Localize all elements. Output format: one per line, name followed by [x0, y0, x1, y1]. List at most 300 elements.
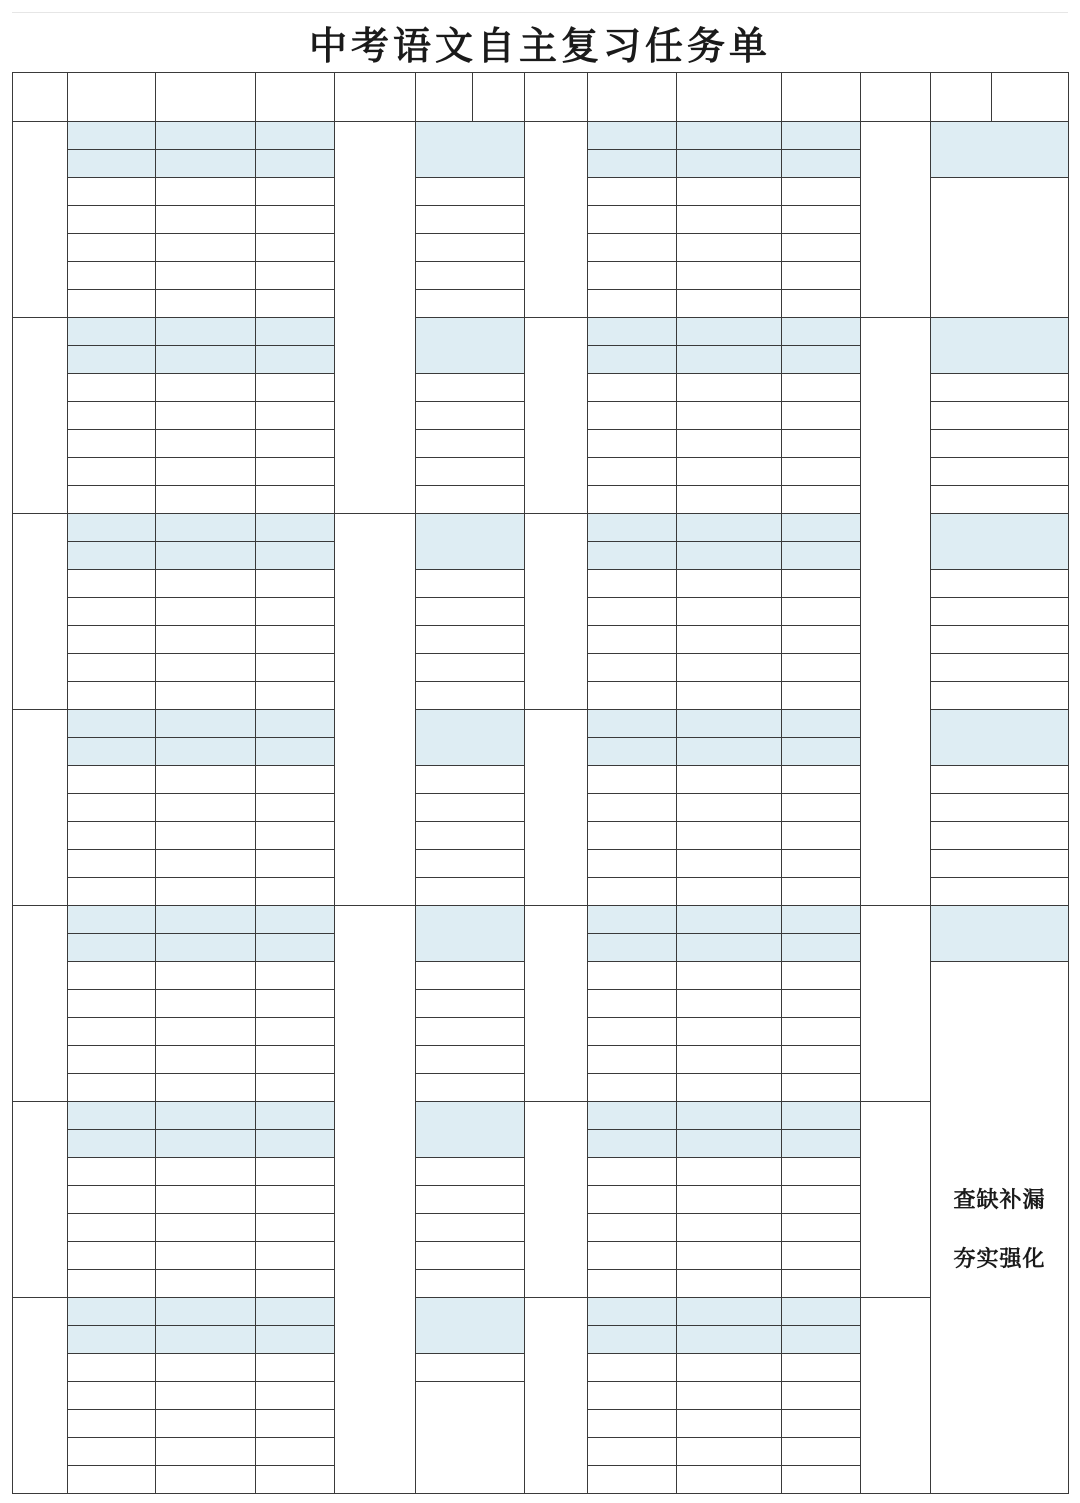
- classical-words: [415, 961, 525, 990]
- countdown-cell: [587, 1465, 677, 1494]
- schedule-table: [12, 72, 1068, 1492]
- countdown-cell: [67, 1073, 156, 1102]
- countdown-cell: [587, 1381, 677, 1410]
- countdown-cell: [67, 765, 156, 794]
- countdown-cell: [587, 177, 677, 206]
- date-cell: [676, 1409, 782, 1438]
- weekday-cell: [255, 709, 335, 738]
- week-number: [524, 317, 588, 514]
- date-cell: [676, 737, 782, 766]
- weekday-cell: [255, 961, 335, 990]
- countdown-cell: [587, 849, 677, 878]
- review-note-line: 夯实强化: [953, 1246, 1046, 1272]
- weekday-cell: [255, 933, 335, 962]
- book-title: [415, 905, 525, 962]
- weekday-cell: [781, 373, 861, 402]
- countdown-cell: [67, 541, 156, 570]
- date-cell: [676, 233, 782, 262]
- weekday-cell: [781, 569, 861, 598]
- date-cell: [155, 625, 256, 654]
- blank-cell: [415, 1381, 525, 1494]
- column-header: [587, 72, 677, 122]
- classical-words: [415, 261, 525, 290]
- classical-words: [415, 849, 525, 878]
- countdown-cell: [587, 1213, 677, 1242]
- weekday-cell: [781, 1241, 861, 1270]
- date-cell: [155, 821, 256, 850]
- countdown-cell: [67, 653, 156, 682]
- weekday-cell: [781, 737, 861, 766]
- weekday-cell: [255, 1073, 335, 1102]
- date-cell: [676, 1213, 782, 1242]
- date-cell: [155, 1101, 256, 1130]
- date-cell: [676, 653, 782, 682]
- date-cell: [676, 429, 782, 458]
- weekday-cell: [781, 233, 861, 262]
- date-cell: [676, 905, 782, 934]
- week-number: [524, 905, 588, 1102]
- weekday-cell: [255, 457, 335, 486]
- date-cell: [155, 709, 256, 738]
- date-cell: [155, 261, 256, 290]
- date-cell: [155, 457, 256, 486]
- countdown-cell: [67, 625, 156, 654]
- weekday-cell: [781, 653, 861, 682]
- classical-words: [415, 289, 525, 318]
- book-title: [930, 709, 1069, 766]
- date-cell: [155, 1157, 256, 1186]
- review-note-line: 查缺补漏: [953, 1187, 1046, 1213]
- countdown-cell: [587, 793, 677, 822]
- weekday-cell: [781, 1381, 861, 1410]
- classical-words: [415, 765, 525, 794]
- date-cell: [676, 1325, 782, 1354]
- weekday-cell: [781, 765, 861, 794]
- countdown-cell: [587, 1129, 677, 1158]
- countdown-cell: [587, 1437, 677, 1466]
- weekday-cell: [255, 1101, 335, 1130]
- countdown-cell: [67, 1017, 156, 1046]
- weekday-cell: [255, 401, 335, 430]
- weekday-cell: [255, 1241, 335, 1270]
- weekday-cell: [255, 1297, 335, 1326]
- date-cell: [676, 1017, 782, 1046]
- countdown-cell: [67, 1101, 156, 1130]
- date-cell: [676, 961, 782, 990]
- countdown-cell: [587, 1101, 677, 1130]
- weekday-cell: [255, 625, 335, 654]
- countdown-cell: [587, 429, 677, 458]
- week-number: [524, 121, 588, 318]
- weekday-cell: [781, 317, 861, 346]
- countdown-cell: [67, 849, 156, 878]
- countdown-cell: [67, 597, 156, 626]
- countdown-cell: [587, 1325, 677, 1354]
- book-title: [930, 513, 1069, 570]
- date-cell: [155, 877, 256, 906]
- weekday-cell: [255, 1381, 335, 1410]
- recite-group: [334, 905, 416, 1494]
- countdown-cell: [587, 597, 677, 626]
- countdown-cell: [587, 233, 677, 262]
- countdown-cell: [587, 149, 677, 178]
- countdown-cell: [587, 485, 677, 514]
- date-cell: [676, 793, 782, 822]
- date-cell: [155, 765, 256, 794]
- blank-cell: [930, 177, 1069, 318]
- date-cell: [676, 177, 782, 206]
- classical-words: [415, 653, 525, 682]
- countdown-cell: [587, 625, 677, 654]
- date-cell: [155, 233, 256, 262]
- date-cell: [676, 933, 782, 962]
- countdown-cell: [67, 149, 156, 178]
- weekday-cell: [781, 1409, 861, 1438]
- date-cell: [676, 149, 782, 178]
- weekday-cell: [781, 1101, 861, 1130]
- date-cell: [676, 289, 782, 318]
- date-cell: [155, 541, 256, 570]
- weekday-cell: [781, 709, 861, 738]
- weekday-cell: [255, 233, 335, 262]
- column-header: [255, 72, 335, 122]
- weekday-cell: [255, 989, 335, 1018]
- countdown-cell: [67, 569, 156, 598]
- recite-group: [860, 1297, 931, 1494]
- weekday-cell: [781, 429, 861, 458]
- week-number: [524, 1101, 588, 1298]
- page-title: 中考语文自主复习任务单: [12, 12, 1068, 72]
- weekday-cell: [255, 289, 335, 318]
- countdown-cell: [587, 1409, 677, 1438]
- weekday-cell: [255, 1157, 335, 1186]
- date-cell: [676, 1437, 782, 1466]
- book-title: [930, 905, 1069, 962]
- weekday-cell: [781, 961, 861, 990]
- weekday-cell: [255, 373, 335, 402]
- classical-words: [415, 821, 525, 850]
- countdown-cell: [67, 905, 156, 934]
- weekday-cell: [255, 1437, 335, 1466]
- countdown-cell: [67, 289, 156, 318]
- classical-words: [415, 877, 525, 906]
- book-title: [415, 709, 525, 766]
- weekday-cell: [781, 1269, 861, 1298]
- countdown-cell: [67, 317, 156, 346]
- date-cell: [155, 1045, 256, 1074]
- date-cell: [676, 1353, 782, 1382]
- date-cell: [676, 821, 782, 850]
- column-header: [860, 72, 931, 122]
- countdown-cell: [67, 1269, 156, 1298]
- weekday-cell: [781, 849, 861, 878]
- weekday-cell: [255, 821, 335, 850]
- date-cell: [676, 1129, 782, 1158]
- date-cell: [676, 989, 782, 1018]
- classical-words: [415, 233, 525, 262]
- weekday-cell: [781, 1185, 861, 1214]
- weekday-cell: [781, 1129, 861, 1158]
- recite-group: [860, 1101, 931, 1298]
- week-number: [12, 905, 68, 1102]
- weekday-cell: [781, 1157, 861, 1186]
- weekday-cell: [781, 1073, 861, 1102]
- classical-words: [415, 1017, 525, 1046]
- weekday-cell: [781, 1437, 861, 1466]
- classical-words: [930, 457, 1069, 486]
- date-cell: [676, 1045, 782, 1074]
- countdown-cell: [67, 1045, 156, 1074]
- classical-words: [930, 429, 1069, 458]
- classical-words: [930, 681, 1069, 710]
- classical-words: [415, 1185, 525, 1214]
- date-cell: [155, 597, 256, 626]
- column-header: [67, 72, 156, 122]
- countdown-cell: [67, 737, 156, 766]
- column-header: [524, 72, 588, 122]
- countdown-cell: [587, 1269, 677, 1298]
- date-cell: [155, 1465, 256, 1494]
- countdown-cell: [587, 709, 677, 738]
- countdown-cell: [587, 877, 677, 906]
- column-header: [472, 72, 525, 122]
- date-cell: [676, 373, 782, 402]
- date-cell: [155, 681, 256, 710]
- date-cell: [155, 1297, 256, 1326]
- date-cell: [676, 1101, 782, 1130]
- weekday-cell: [255, 205, 335, 234]
- date-cell: [676, 1157, 782, 1186]
- weekday-cell: [255, 149, 335, 178]
- week-number: [12, 1297, 68, 1494]
- countdown-cell: [67, 933, 156, 962]
- classical-words: [415, 625, 525, 654]
- book-title: [415, 1101, 525, 1158]
- classical-words: [415, 1045, 525, 1074]
- classical-words: [415, 373, 525, 402]
- countdown-cell: [587, 1157, 677, 1186]
- classical-words: [415, 1073, 525, 1102]
- date-cell: [155, 569, 256, 598]
- date-cell: [155, 345, 256, 374]
- countdown-cell: [67, 961, 156, 990]
- weekday-cell: [255, 1129, 335, 1158]
- weekday-cell: [255, 793, 335, 822]
- countdown-cell: [587, 961, 677, 990]
- countdown-cell: [67, 457, 156, 486]
- weekday-cell: [781, 597, 861, 626]
- classical-words: [930, 793, 1069, 822]
- countdown-cell: [67, 821, 156, 850]
- weekday-cell: [255, 317, 335, 346]
- countdown-cell: [587, 205, 677, 234]
- weekday-cell: [781, 1325, 861, 1354]
- weekday-cell: [255, 1185, 335, 1214]
- countdown-cell: [67, 681, 156, 710]
- recite-group: [860, 317, 931, 906]
- countdown-cell: [587, 1045, 677, 1074]
- countdown-cell: [67, 793, 156, 822]
- weekday-cell: [781, 261, 861, 290]
- weekday-cell: [255, 1353, 335, 1382]
- book-title: [930, 317, 1069, 374]
- date-cell: [155, 653, 256, 682]
- countdown-cell: [587, 1017, 677, 1046]
- date-cell: [155, 401, 256, 430]
- countdown-cell: [587, 989, 677, 1018]
- date-cell: [155, 737, 256, 766]
- classical-words: [415, 1213, 525, 1242]
- weekday-cell: [255, 345, 335, 374]
- weekday-cell: [255, 541, 335, 570]
- classical-words: [415, 989, 525, 1018]
- date-cell: [155, 905, 256, 934]
- book-title: [415, 317, 525, 374]
- weekday-cell: [255, 737, 335, 766]
- date-cell: [155, 1017, 256, 1046]
- column-header: [930, 72, 992, 122]
- countdown-cell: [67, 989, 156, 1018]
- date-cell: [676, 121, 782, 150]
- countdown-cell: [587, 653, 677, 682]
- date-cell: [155, 373, 256, 402]
- classical-words: [930, 821, 1069, 850]
- weekday-cell: [255, 1213, 335, 1242]
- weekday-cell: [781, 149, 861, 178]
- classical-words: [930, 765, 1069, 794]
- weekday-cell: [255, 177, 335, 206]
- weekday-cell: [255, 653, 335, 682]
- countdown-cell: [587, 569, 677, 598]
- weekday-cell: [781, 401, 861, 430]
- date-cell: [155, 793, 256, 822]
- date-cell: [155, 1437, 256, 1466]
- countdown-cell: [67, 121, 156, 150]
- date-cell: [676, 205, 782, 234]
- countdown-cell: [587, 317, 677, 346]
- countdown-cell: [587, 373, 677, 402]
- week-number: [12, 121, 68, 318]
- date-cell: [155, 849, 256, 878]
- weekday-cell: [781, 1213, 861, 1242]
- date-cell: [155, 429, 256, 458]
- countdown-cell: [67, 1437, 156, 1466]
- date-cell: [155, 1353, 256, 1382]
- date-cell: [676, 1073, 782, 1102]
- classical-words: [930, 849, 1069, 878]
- weekday-cell: [781, 121, 861, 150]
- date-cell: [676, 1381, 782, 1410]
- book-title: [415, 121, 525, 178]
- date-cell: [676, 485, 782, 514]
- countdown-cell: [67, 401, 156, 430]
- date-cell: [155, 205, 256, 234]
- week-number: [12, 709, 68, 906]
- weekday-cell: [781, 1465, 861, 1494]
- weekday-cell: [255, 1269, 335, 1298]
- weekday-cell: [781, 345, 861, 374]
- weekday-cell: [255, 1409, 335, 1438]
- classical-words: [930, 401, 1069, 430]
- classical-words: [415, 485, 525, 514]
- countdown-cell: [587, 401, 677, 430]
- classical-words: [415, 793, 525, 822]
- week-number: [12, 1101, 68, 1298]
- date-cell: [676, 317, 782, 346]
- weekday-cell: [781, 513, 861, 542]
- weekday-cell: [255, 1017, 335, 1046]
- classical-words: [415, 569, 525, 598]
- countdown-cell: [67, 373, 156, 402]
- weekday-cell: [781, 289, 861, 318]
- column-header: [415, 72, 473, 122]
- countdown-cell: [587, 1353, 677, 1382]
- countdown-cell: [67, 1213, 156, 1242]
- classical-words: [930, 597, 1069, 626]
- week-number: [524, 709, 588, 906]
- classical-words: [930, 569, 1069, 598]
- weekday-cell: [255, 1045, 335, 1074]
- countdown-cell: [67, 709, 156, 738]
- date-cell: [155, 121, 256, 150]
- date-cell: [155, 933, 256, 962]
- weekday-cell: [255, 485, 335, 514]
- countdown-cell: [587, 457, 677, 486]
- classical-words: [415, 1157, 525, 1186]
- date-cell: [155, 961, 256, 990]
- week-number: [12, 513, 68, 710]
- column-header: [991, 72, 1069, 122]
- recite-group: [334, 121, 416, 514]
- classical-words: [415, 457, 525, 486]
- date-cell: [676, 877, 782, 906]
- countdown-cell: [587, 345, 677, 374]
- date-cell: [676, 261, 782, 290]
- countdown-cell: [67, 205, 156, 234]
- weekday-cell: [781, 1045, 861, 1074]
- weekday-cell: [255, 1325, 335, 1354]
- classical-words: [930, 625, 1069, 654]
- countdown-cell: [587, 1073, 677, 1102]
- weekday-cell: [781, 681, 861, 710]
- weekday-cell: [781, 793, 861, 822]
- weekday-cell: [781, 877, 861, 906]
- weekday-cell: [255, 597, 335, 626]
- date-cell: [155, 1241, 256, 1270]
- recite-group: [860, 905, 931, 1102]
- date-cell: [676, 345, 782, 374]
- date-cell: [676, 1241, 782, 1270]
- countdown-cell: [587, 933, 677, 962]
- recite-group: [860, 121, 931, 318]
- countdown-cell: [67, 1353, 156, 1382]
- weekday-cell: [781, 541, 861, 570]
- date-cell: [155, 1073, 256, 1102]
- week-number: [524, 513, 588, 710]
- date-cell: [155, 1129, 256, 1158]
- countdown-cell: [587, 261, 677, 290]
- countdown-cell: [67, 1185, 156, 1214]
- countdown-cell: [587, 541, 677, 570]
- date-cell: [676, 401, 782, 430]
- countdown-cell: [67, 261, 156, 290]
- book-title: [415, 513, 525, 570]
- countdown-cell: [67, 485, 156, 514]
- date-cell: [676, 1465, 782, 1494]
- classical-words: [415, 401, 525, 430]
- weekday-cell: [781, 625, 861, 654]
- classical-words: [415, 681, 525, 710]
